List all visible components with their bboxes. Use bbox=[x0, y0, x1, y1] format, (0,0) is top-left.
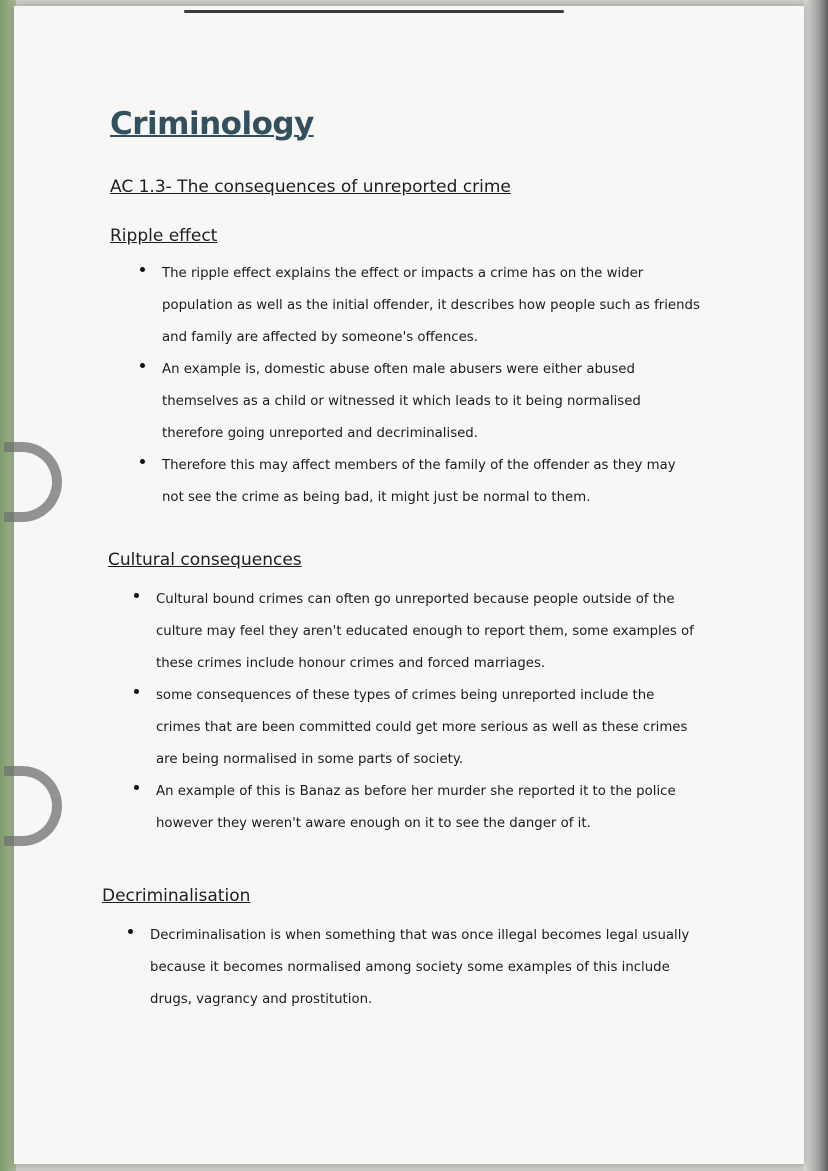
section-list-cultural-consequences bbox=[134, 584, 700, 840]
list-item: Therefore this may affect members of the family of the offender as they may not see the crime as being bad, it might just be normal to them. bbox=[140, 450, 700, 514]
document-page bbox=[14, 6, 804, 1164]
list-item: Decriminalisation is when something that was once illegal becomes legal usually because it becomes normalised among society some examples of this include drugs, vagrancy and prostitution. bbox=[128, 920, 694, 1016]
section-heading-decriminalisation: Decriminalisation bbox=[102, 886, 251, 906]
section-list-decriminalisation bbox=[128, 920, 694, 1016]
section-list-ripple-effect bbox=[140, 258, 700, 514]
binder-ring-top bbox=[4, 442, 62, 522]
binder-edge-right bbox=[804, 0, 828, 1171]
binder-ring-bottom bbox=[4, 766, 62, 846]
list-item: The ripple effect explains the effect or impacts a crime has on the wider population as well as the initial offender, it describes how people such as friends and family are affected by someone's offences. bbox=[140, 258, 700, 354]
list-item: An example of this is Banaz as before her murder she reported it to the police however they weren't aware enough on it to see the danger of it. bbox=[134, 776, 700, 840]
page-top-mark bbox=[184, 10, 564, 13]
section-heading-cultural-consequences: Cultural consequences bbox=[108, 550, 302, 570]
list-item: some consequences of these types of crimes being unreported include the crimes that are been committed could get more serious as well as these crimes are being normalised in some parts of society. bbox=[134, 680, 700, 776]
list-item: Cultural bound crimes can often go unreported because people outside of the culture may feel they aren't educated enough to report them, some examples of these crimes include honour crimes and forced marriages. bbox=[134, 584, 700, 680]
section-heading-ripple-effect: Ripple effect bbox=[110, 226, 218, 246]
list-item: An example is, domestic abuse often male abusers were either abused themselves as a child or witnessed it which leads to it being normalised therefore going unreported and decriminalised. bbox=[140, 354, 700, 450]
document-title: Criminology bbox=[110, 106, 314, 142]
document-subtitle: AC 1.3- The consequences of unreported crime bbox=[110, 177, 511, 197]
